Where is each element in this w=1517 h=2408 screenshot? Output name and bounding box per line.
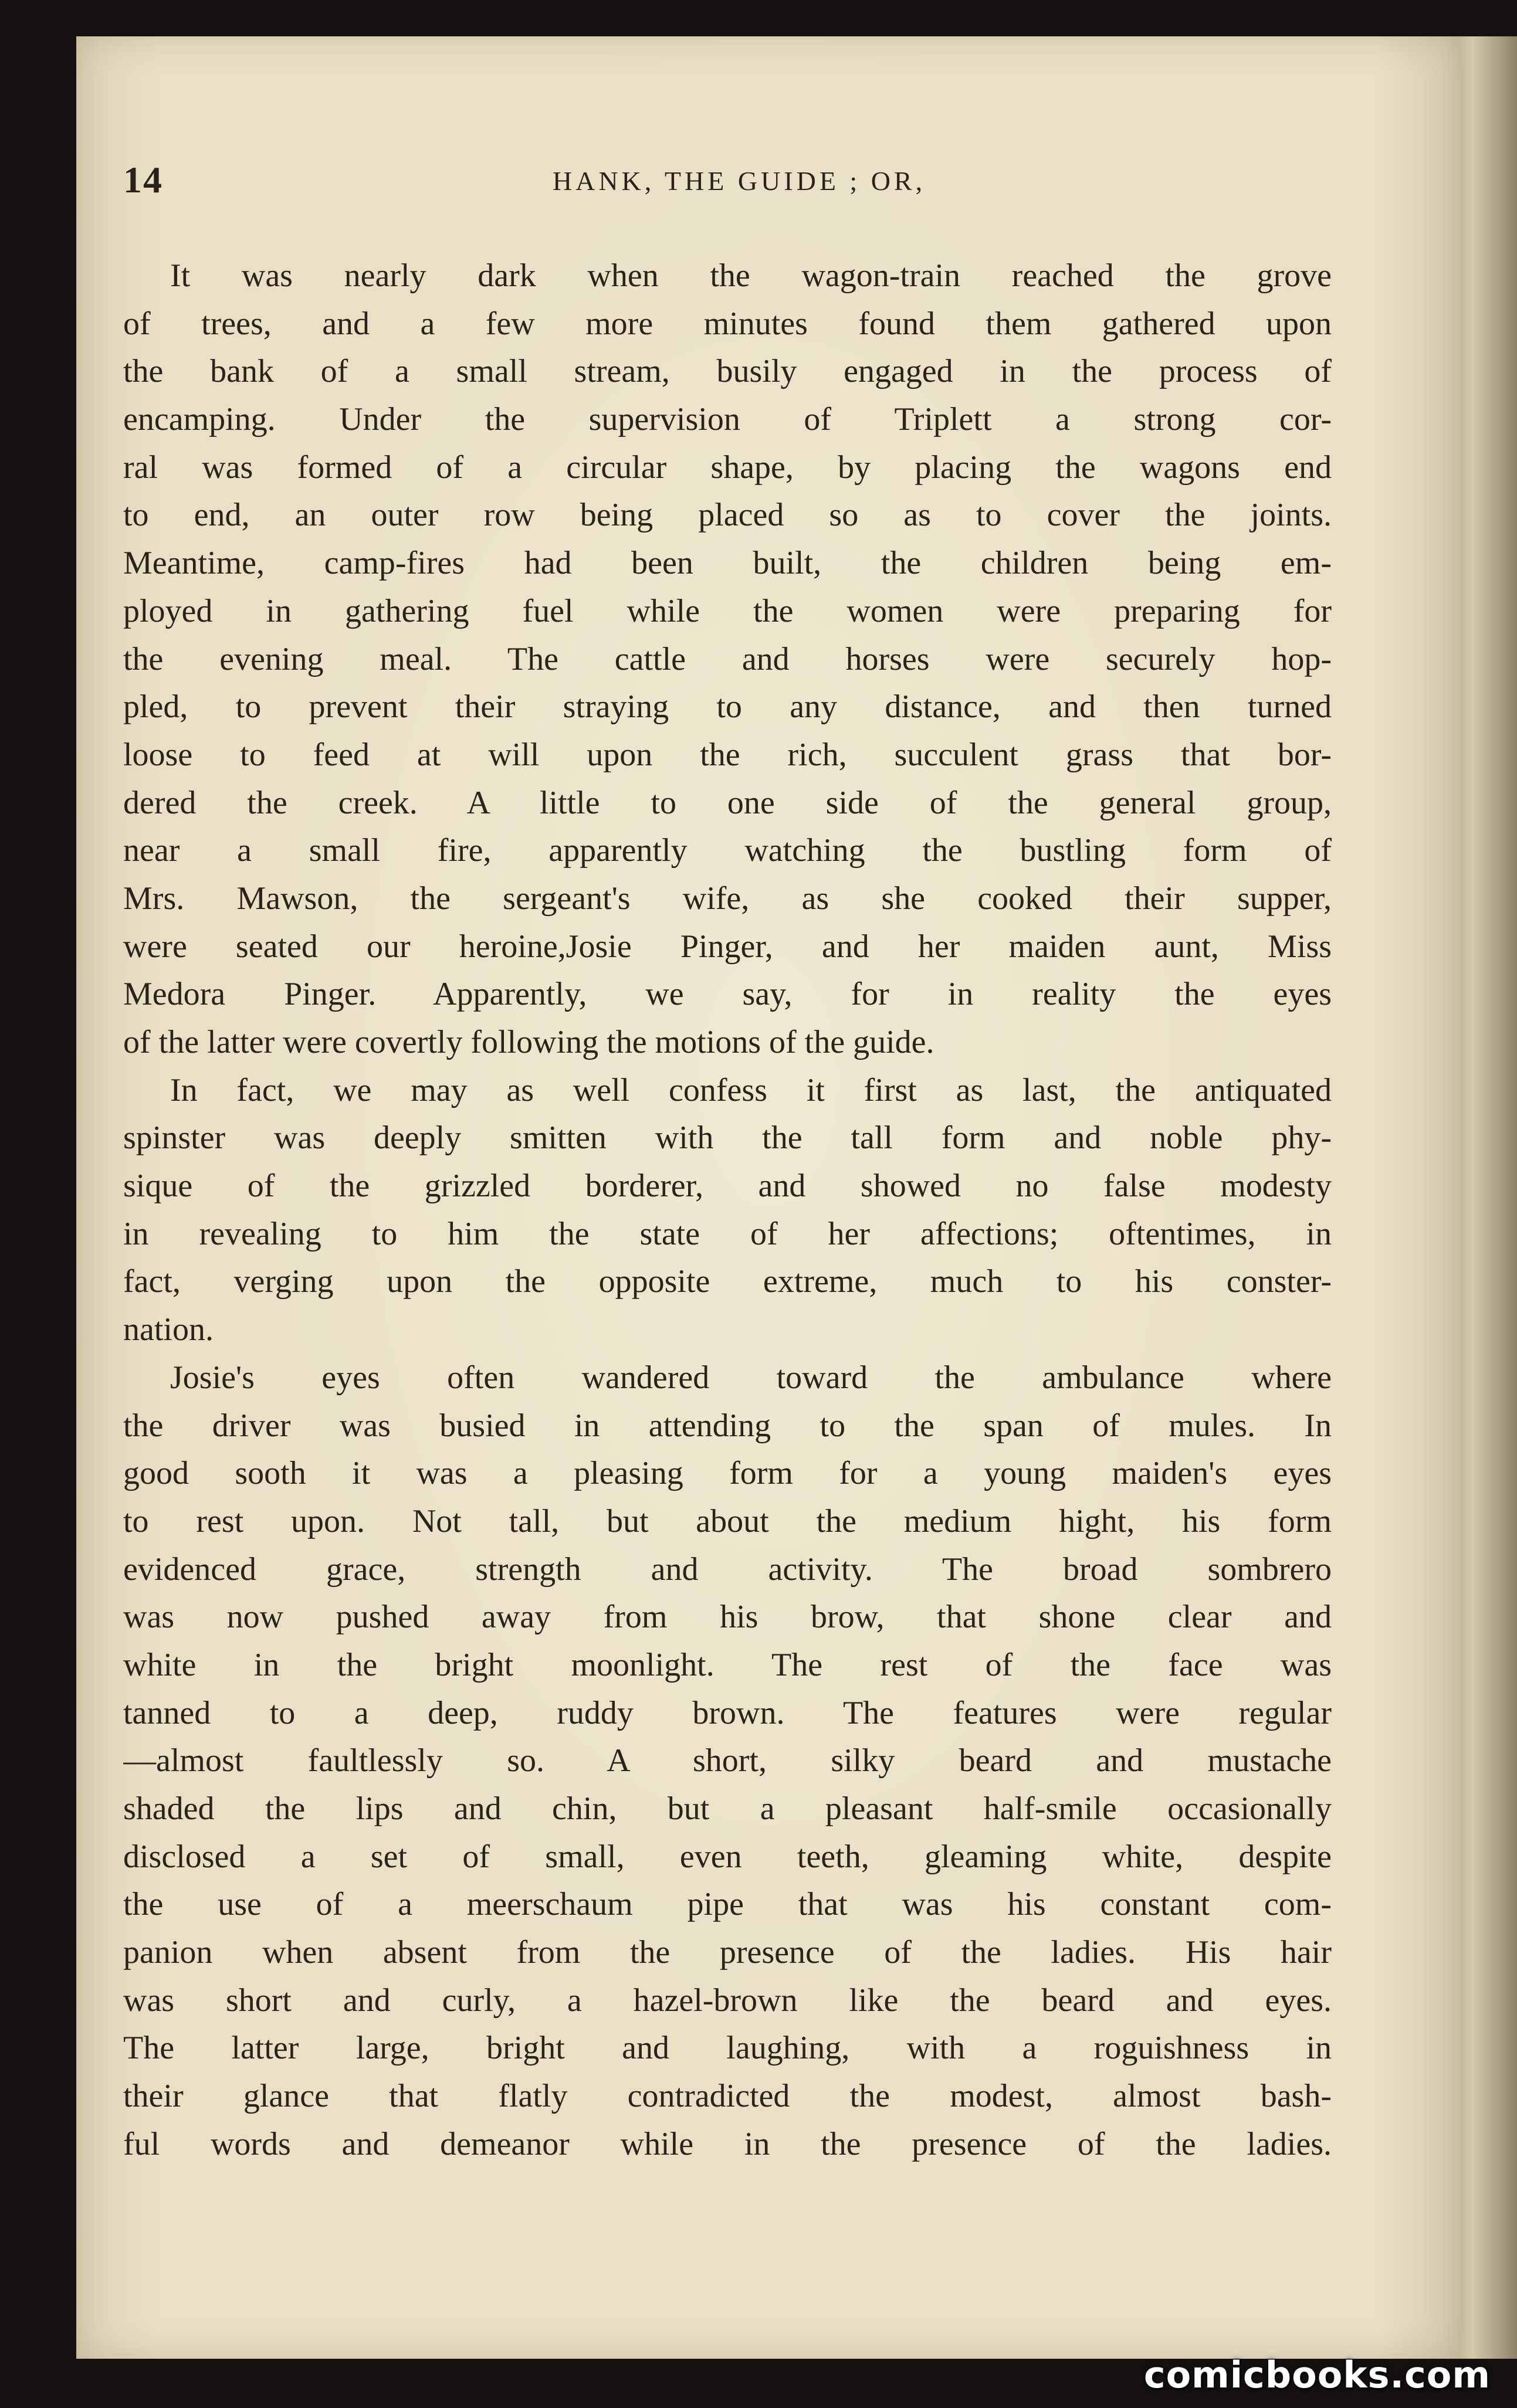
text-line: loose to feed at will upon the rich, succulent grass that bor-: [123, 736, 1332, 773]
text-line: pled, to prevent their straying to any distance, and then turned: [123, 689, 1332, 725]
running-title: HANK, THE GUIDE ; OR,: [552, 166, 926, 196]
text-line: Meantime, camp-fires had been built, the children being em-: [123, 545, 1332, 582]
text-line: —almost faultlessly so. A short, silky beard and mustache: [123, 1742, 1332, 1779]
text-line: shaded the lips and chin, but a pleasant half-smile occasionally: [123, 1790, 1332, 1827]
text-line: spinster was deeply smitten with the tall form and noble phy-: [123, 1120, 1332, 1156]
text-line: evidenced grace, strength and activity. The broad sombrero: [123, 1551, 1332, 1588]
running-head: [123, 158, 1355, 211]
text-line: the use of a meerschaum pipe that was his constant com-: [123, 1886, 1332, 1923]
text-line: fact, verging upon the opposite extreme, much to his conster-: [123, 1263, 1332, 1300]
body-text: [123, 252, 1332, 2169]
text-line: ful words and demeanor while in the presence of the ladies.: [123, 2125, 1332, 2162]
text-line: their glance that flatly contradicted the modest, almost bash-: [123, 2078, 1332, 2115]
text-line: encamping. Under the supervision of Triplett a strong cor-: [123, 401, 1332, 438]
text-line: was now pushed away from his brow, that shone clear and: [123, 1599, 1332, 1636]
text-line: the evening meal. The cattle and horses were securely hop-: [123, 640, 1332, 677]
text-line: the bank of a small stream, busily engaged in the process of: [123, 353, 1332, 390]
text-line: to rest upon. Not tall, but about the medium hight, his form: [123, 1503, 1332, 1539]
text-line: sique of the grizzled borderer, and showed no false modesty: [123, 1168, 1332, 1205]
text-line: dered the creek. A little to one side of the general group,: [123, 784, 1332, 821]
text-line: The latter large, bright and laughing, with a roguishness in: [123, 2030, 1332, 2067]
text-line: to end, an outer row being placed so as to cover the joints.: [123, 497, 1332, 534]
text-line: It was nearly dark when the wagon-train reached the grove: [170, 257, 1332, 294]
text-line: Josie's eyes often wandered toward the ambulance where: [170, 1359, 1332, 1396]
text-line: Mrs. Mawson, the sergeant's wife, as she cooked their supper,: [123, 880, 1332, 917]
text-line: ral was formed of a circular shape, by placing the wagons end: [123, 449, 1332, 486]
page-number: 14: [123, 159, 163, 201]
text-line: nation.: [123, 1311, 214, 1348]
text-line: were seated our heroine,Josie Pinger, and her maiden aunt, Miss: [123, 928, 1332, 965]
text-line: panion when absent from the presence of the ladies. His hair: [123, 1934, 1332, 1971]
text-line: white in the bright moonlight. The rest of the face was: [123, 1646, 1332, 1683]
text-line: In fact, we may as well confess it first as last, the antiquated: [170, 1071, 1332, 1108]
text-line: disclosed a set of small, even teeth, gleaming white, despite: [123, 1838, 1332, 1875]
text-line: of trees, and a few more minutes found them gathered upon: [123, 305, 1332, 342]
text-line: in revealing to him the state of her affections; oftentimes, in: [123, 1215, 1332, 1252]
text-line: the driver was busied in attending to the span of mules. In: [123, 1407, 1332, 1444]
text-line: near a small fire, apparently watching the bustling form of: [123, 832, 1332, 869]
text-line: tanned to a deep, ruddy brown. The features were regular: [123, 1694, 1332, 1731]
text-line: ployed in gathering fuel while the women were preparing for: [123, 592, 1332, 629]
text-line: Medora Pinger. Apparently, we say, for in reality the eyes: [123, 976, 1332, 1013]
text-line: was short and curly, a hazel-brown like the beard and eyes.: [123, 1982, 1332, 2019]
text-line: good sooth it was a pleasing form for a young maiden's eyes: [123, 1455, 1332, 1492]
text-line: of the latter were covertly following the motions of the guide.: [123, 1024, 934, 1060]
site-watermark: comicbooks.com: [1143, 2353, 1491, 2396]
